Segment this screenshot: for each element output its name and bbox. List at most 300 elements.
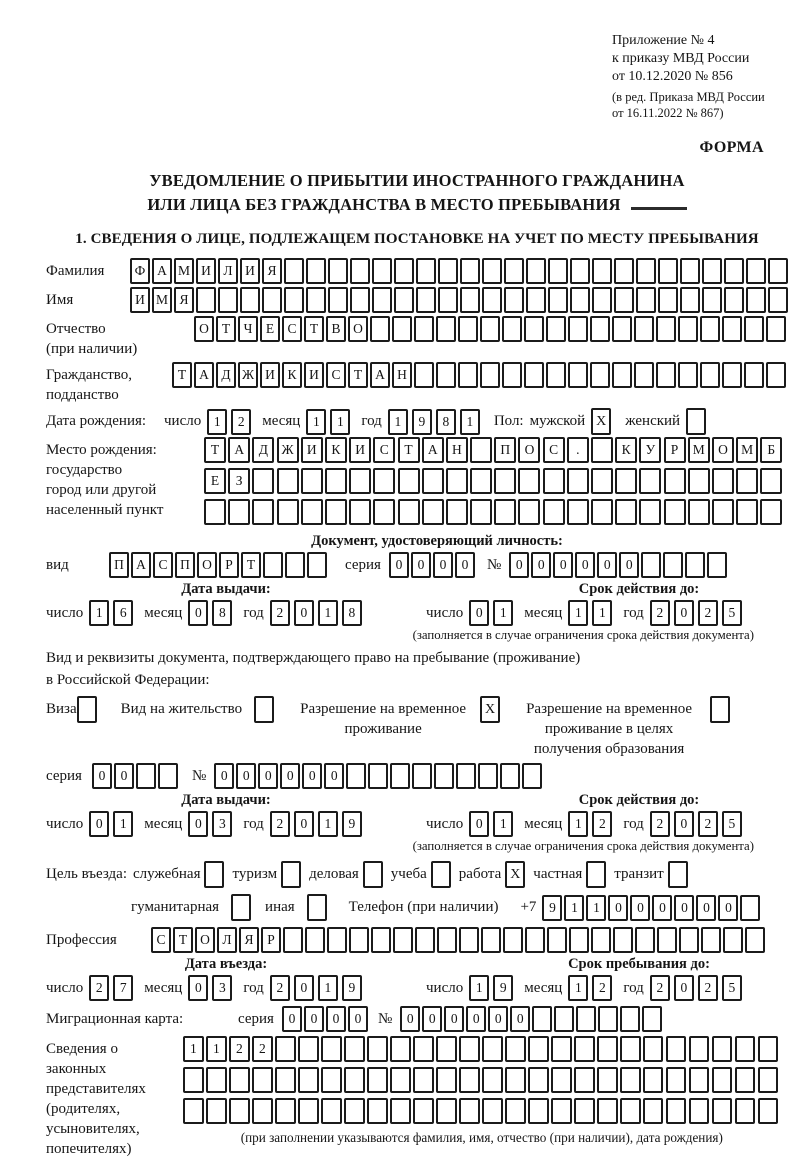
char-box[interactable] [700, 316, 720, 342]
char-box[interactable] [367, 1036, 388, 1062]
char-box[interactable] [390, 1036, 411, 1062]
char-box[interactable]: К [325, 437, 347, 463]
char-box[interactable] [422, 468, 444, 494]
char-box[interactable] [620, 1036, 641, 1062]
char-box[interactable]: 1 [493, 600, 513, 626]
char-box[interactable] [438, 287, 458, 313]
char-box[interactable] [349, 927, 369, 953]
char-box[interactable] [724, 258, 744, 284]
char-box[interactable] [481, 927, 501, 953]
char-box[interactable]: 0 [469, 600, 489, 626]
char-box[interactable] [758, 1098, 779, 1124]
char-box[interactable]: А [422, 437, 444, 463]
char-box[interactable] [634, 316, 654, 342]
char-box[interactable] [522, 763, 542, 789]
char-box[interactable] [446, 499, 468, 525]
char-box[interactable]: И [130, 287, 150, 313]
char-box[interactable] [526, 258, 546, 284]
char-box[interactable] [528, 1036, 549, 1062]
char-box[interactable]: 2 [650, 811, 670, 837]
char-box[interactable] [643, 1036, 664, 1062]
char-box[interactable] [505, 1067, 526, 1093]
char-box[interactable]: А [194, 362, 214, 388]
char-box[interactable] [620, 1006, 640, 1032]
char-box[interactable]: 1 [493, 811, 513, 837]
char-box[interactable]: Т [204, 437, 226, 463]
char-box[interactable] [570, 287, 590, 313]
char-box[interactable] [658, 258, 678, 284]
char-box[interactable]: М [174, 258, 194, 284]
char-box[interactable]: 0 [411, 552, 431, 578]
char-box[interactable]: Т [172, 362, 192, 388]
char-box[interactable] [678, 362, 698, 388]
char-box[interactable] [768, 258, 788, 284]
char-box[interactable] [528, 1067, 549, 1093]
char-box[interactable] [680, 258, 700, 284]
char-box[interactable] [569, 927, 589, 953]
char-box[interactable]: 0 [455, 552, 475, 578]
char-box[interactable]: 1 [586, 895, 606, 921]
char-box[interactable] [436, 1067, 457, 1093]
char-box[interactable] [643, 1067, 664, 1093]
char-box[interactable] [393, 927, 413, 953]
char-box[interactable] [275, 1067, 296, 1093]
char-box[interactable] [685, 552, 705, 578]
char-box[interactable]: 0 [630, 895, 650, 921]
char-box[interactable] [597, 1098, 618, 1124]
char-box[interactable] [229, 1067, 250, 1093]
char-box[interactable] [206, 1067, 227, 1093]
char-box[interactable]: 2 [229, 1036, 250, 1062]
char-box[interactable] [768, 287, 788, 313]
char-box[interactable]: 0 [674, 600, 694, 626]
char-box[interactable]: И [260, 362, 280, 388]
char-box[interactable]: 1 [206, 1036, 227, 1062]
char-box[interactable] [745, 927, 765, 953]
char-box[interactable] [746, 258, 766, 284]
purpose-humanitarian-checkbox[interactable] [231, 894, 251, 921]
char-box[interactable]: 1 [568, 600, 588, 626]
char-box[interactable] [436, 1098, 457, 1124]
char-box[interactable] [502, 362, 522, 388]
char-box[interactable] [567, 499, 589, 525]
char-box[interactable]: 1 [318, 811, 338, 837]
char-box[interactable] [678, 316, 698, 342]
purpose-transit-checkbox[interactable] [668, 861, 688, 888]
char-box[interactable] [321, 1036, 342, 1062]
char-box[interactable]: Н [392, 362, 412, 388]
char-box[interactable] [204, 499, 226, 525]
char-box[interactable]: Ч [238, 316, 258, 342]
char-box[interactable]: А [370, 362, 390, 388]
char-box[interactable] [325, 499, 347, 525]
char-box[interactable] [298, 1036, 319, 1062]
visa-checkbox[interactable] [77, 696, 97, 723]
char-box[interactable] [722, 362, 742, 388]
char-box[interactable] [500, 763, 520, 789]
char-box[interactable] [367, 1067, 388, 1093]
char-box[interactable] [459, 927, 479, 953]
char-box[interactable]: 0 [575, 552, 595, 578]
char-box[interactable] [298, 1098, 319, 1124]
char-box[interactable] [744, 316, 764, 342]
char-box[interactable] [615, 468, 637, 494]
purpose-tourism-checkbox[interactable] [281, 861, 301, 888]
char-box[interactable] [700, 362, 720, 388]
char-box[interactable] [416, 287, 436, 313]
char-box[interactable]: Ж [277, 437, 299, 463]
char-box[interactable]: 9 [493, 975, 513, 1001]
char-box[interactable]: 0 [400, 1006, 420, 1032]
char-box[interactable] [574, 1036, 595, 1062]
char-box[interactable] [663, 552, 683, 578]
char-box[interactable] [373, 468, 395, 494]
char-box[interactable]: 0 [608, 895, 628, 921]
char-box[interactable]: 1 [89, 600, 109, 626]
char-box[interactable]: С [373, 437, 395, 463]
char-box[interactable] [712, 1067, 733, 1093]
char-box[interactable]: 1 [318, 600, 338, 626]
char-box[interactable]: К [615, 437, 637, 463]
char-box[interactable] [285, 552, 305, 578]
char-box[interactable] [392, 316, 412, 342]
char-box[interactable]: 2 [698, 975, 718, 1001]
char-box[interactable]: . [567, 437, 589, 463]
char-box[interactable]: Р [261, 927, 281, 953]
char-box[interactable] [543, 499, 565, 525]
char-box[interactable]: С [326, 362, 346, 388]
char-box[interactable]: 2 [270, 975, 290, 1001]
char-box[interactable]: 1 [592, 600, 612, 626]
char-box[interactable] [551, 1067, 572, 1093]
char-box[interactable] [284, 287, 304, 313]
char-box[interactable]: Т [304, 316, 324, 342]
char-box[interactable]: 0 [326, 1006, 346, 1032]
char-box[interactable]: 1 [568, 975, 588, 1001]
char-box[interactable] [702, 287, 722, 313]
char-box[interactable] [723, 927, 743, 953]
char-box[interactable] [206, 1098, 227, 1124]
char-box[interactable] [502, 316, 522, 342]
char-box[interactable] [460, 287, 480, 313]
char-box[interactable] [458, 316, 478, 342]
char-box[interactable]: М [152, 287, 172, 313]
char-box[interactable] [614, 287, 634, 313]
char-box[interactable] [263, 552, 283, 578]
char-box[interactable]: М [736, 437, 758, 463]
char-box[interactable]: 0 [348, 1006, 368, 1032]
char-box[interactable] [664, 499, 686, 525]
char-box[interactable] [666, 1067, 687, 1093]
char-box[interactable] [275, 1098, 296, 1124]
char-box[interactable] [307, 552, 327, 578]
char-box[interactable]: 1 [113, 811, 133, 837]
char-box[interactable]: 0 [280, 763, 300, 789]
char-box[interactable]: 0 [294, 600, 314, 626]
char-box[interactable] [349, 468, 371, 494]
char-box[interactable]: 0 [389, 552, 409, 578]
char-box[interactable]: 0 [114, 763, 134, 789]
char-box[interactable] [613, 927, 633, 953]
char-box[interactable]: 2 [231, 409, 251, 435]
char-box[interactable]: 1 [318, 975, 338, 1001]
purpose-study-checkbox[interactable] [431, 861, 451, 888]
char-box[interactable] [666, 1098, 687, 1124]
char-box[interactable] [744, 362, 764, 388]
char-box[interactable] [494, 468, 516, 494]
char-box[interactable]: Т [241, 552, 261, 578]
char-box[interactable] [658, 287, 678, 313]
char-box[interactable] [275, 1036, 296, 1062]
gender-male-checkbox[interactable]: X [591, 408, 611, 435]
char-box[interactable] [758, 1036, 779, 1062]
char-box[interactable]: 1 [469, 975, 489, 1001]
char-box[interactable] [494, 499, 516, 525]
char-box[interactable] [370, 316, 390, 342]
char-box[interactable] [679, 927, 699, 953]
char-box[interactable] [620, 1067, 641, 1093]
char-box[interactable]: 1 [388, 409, 408, 435]
char-box[interactable]: К [282, 362, 302, 388]
char-box[interactable] [321, 1067, 342, 1093]
char-box[interactable] [740, 895, 760, 921]
char-box[interactable]: 0 [302, 763, 322, 789]
char-box[interactable] [548, 258, 568, 284]
char-box[interactable] [390, 763, 410, 789]
char-box[interactable]: И [304, 362, 324, 388]
char-box[interactable] [482, 1098, 503, 1124]
char-box[interactable] [574, 1067, 595, 1093]
char-box[interactable]: Т [398, 437, 420, 463]
char-box[interactable]: Т [348, 362, 368, 388]
temp-permit-checkbox[interactable]: X [480, 696, 500, 723]
char-box[interactable]: С [151, 927, 171, 953]
char-box[interactable]: Я [262, 258, 282, 284]
char-box[interactable]: 0 [597, 552, 617, 578]
char-box[interactable] [597, 1067, 618, 1093]
char-box[interactable] [390, 1098, 411, 1124]
char-box[interactable] [642, 1006, 662, 1032]
char-box[interactable] [470, 437, 492, 463]
char-box[interactable]: 0 [553, 552, 573, 578]
char-box[interactable] [438, 258, 458, 284]
char-box[interactable]: С [543, 437, 565, 463]
char-box[interactable] [722, 316, 742, 342]
char-box[interactable] [416, 258, 436, 284]
char-box[interactable] [568, 316, 588, 342]
char-box[interactable]: 0 [282, 1006, 302, 1032]
char-box[interactable]: 0 [509, 552, 529, 578]
char-box[interactable] [735, 1098, 756, 1124]
char-box[interactable] [680, 287, 700, 313]
char-box[interactable] [470, 499, 492, 525]
char-box[interactable] [712, 1036, 733, 1062]
char-box[interactable]: Д [252, 437, 274, 463]
char-box[interactable]: 0 [188, 811, 208, 837]
char-box[interactable] [620, 1098, 641, 1124]
char-box[interactable]: О [197, 552, 217, 578]
char-box[interactable] [480, 362, 500, 388]
char-box[interactable]: 0 [510, 1006, 530, 1032]
char-box[interactable]: 2 [650, 975, 670, 1001]
char-box[interactable] [325, 468, 347, 494]
char-box[interactable] [252, 468, 274, 494]
char-box[interactable]: 5 [722, 811, 742, 837]
char-box[interactable] [570, 258, 590, 284]
char-box[interactable] [504, 258, 524, 284]
char-box[interactable] [766, 316, 786, 342]
char-box[interactable] [641, 552, 661, 578]
char-box[interactable] [459, 1036, 480, 1062]
char-box[interactable] [446, 468, 468, 494]
char-box[interactable] [707, 552, 727, 578]
char-box[interactable]: О [348, 316, 368, 342]
char-box[interactable] [284, 258, 304, 284]
char-box[interactable]: 0 [696, 895, 716, 921]
char-box[interactable]: С [153, 552, 173, 578]
char-box[interactable]: 2 [270, 600, 290, 626]
char-box[interactable] [597, 1036, 618, 1062]
char-box[interactable] [228, 499, 250, 525]
char-box[interactable] [298, 1067, 319, 1093]
char-box[interactable]: 9 [342, 975, 362, 1001]
char-box[interactable] [390, 1067, 411, 1093]
char-box[interactable] [394, 287, 414, 313]
char-box[interactable]: 0 [294, 811, 314, 837]
char-box[interactable] [413, 1036, 434, 1062]
char-box[interactable] [524, 362, 544, 388]
char-box[interactable]: 8 [212, 600, 232, 626]
char-box[interactable]: 8 [342, 600, 362, 626]
char-box[interactable] [526, 287, 546, 313]
char-box[interactable] [634, 362, 654, 388]
char-box[interactable] [657, 927, 677, 953]
char-box[interactable] [277, 468, 299, 494]
char-box[interactable] [414, 362, 434, 388]
purpose-other-checkbox[interactable] [307, 894, 327, 921]
char-box[interactable]: 1 [564, 895, 584, 921]
purpose-business-checkbox[interactable] [363, 861, 383, 888]
char-box[interactable]: 2 [252, 1036, 273, 1062]
char-box[interactable] [277, 499, 299, 525]
char-box[interactable] [456, 763, 476, 789]
char-box[interactable] [349, 499, 371, 525]
char-box[interactable] [412, 763, 432, 789]
char-box[interactable] [546, 362, 566, 388]
char-box[interactable] [505, 1098, 526, 1124]
char-box[interactable] [183, 1098, 204, 1124]
char-box[interactable] [414, 316, 434, 342]
char-box[interactable]: 0 [718, 895, 738, 921]
char-box[interactable]: 7 [113, 975, 133, 1001]
char-box[interactable]: 1 [306, 409, 326, 435]
char-box[interactable]: Ж [238, 362, 258, 388]
char-box[interactable] [639, 468, 661, 494]
char-box[interactable]: 0 [674, 975, 694, 1001]
char-box[interactable] [301, 468, 323, 494]
char-box[interactable] [712, 499, 734, 525]
char-box[interactable]: 2 [698, 600, 718, 626]
char-box[interactable]: 0 [433, 552, 453, 578]
char-box[interactable] [422, 499, 444, 525]
char-box[interactable] [688, 499, 710, 525]
purpose-work-checkbox[interactable]: X [505, 861, 525, 888]
char-box[interactable]: У [639, 437, 661, 463]
char-box[interactable] [327, 927, 347, 953]
char-box[interactable]: 0 [324, 763, 344, 789]
char-box[interactable] [350, 287, 370, 313]
char-box[interactable] [567, 468, 589, 494]
char-box[interactable] [482, 1067, 503, 1093]
char-box[interactable] [702, 258, 722, 284]
char-box[interactable] [547, 927, 567, 953]
char-box[interactable]: 8 [436, 409, 456, 435]
char-box[interactable]: 2 [89, 975, 109, 1001]
char-box[interactable]: 0 [652, 895, 672, 921]
char-box[interactable] [505, 1036, 526, 1062]
char-box[interactable] [346, 763, 366, 789]
char-box[interactable] [398, 499, 420, 525]
char-box[interactable] [591, 437, 613, 463]
char-box[interactable] [373, 499, 395, 525]
char-box[interactable] [413, 1098, 434, 1124]
char-box[interactable]: И [349, 437, 371, 463]
char-box[interactable]: Р [219, 552, 239, 578]
char-box[interactable] [240, 287, 260, 313]
char-box[interactable]: Т [216, 316, 236, 342]
char-box[interactable]: А [131, 552, 151, 578]
char-box[interactable] [735, 1067, 756, 1093]
char-box[interactable]: 0 [214, 763, 234, 789]
char-box[interactable] [636, 287, 656, 313]
char-box[interactable] [688, 468, 710, 494]
char-box[interactable] [591, 468, 613, 494]
char-box[interactable] [367, 1098, 388, 1124]
char-box[interactable] [760, 468, 782, 494]
char-box[interactable]: М [688, 437, 710, 463]
char-box[interactable]: 0 [488, 1006, 508, 1032]
char-box[interactable]: 0 [304, 1006, 324, 1032]
char-box[interactable] [614, 258, 634, 284]
char-box[interactable]: 2 [270, 811, 290, 837]
char-box[interactable]: 5 [722, 975, 742, 1001]
char-box[interactable] [689, 1098, 710, 1124]
char-box[interactable] [612, 362, 632, 388]
char-box[interactable] [598, 1006, 618, 1032]
char-box[interactable] [689, 1067, 710, 1093]
char-box[interactable]: З [228, 468, 250, 494]
char-box[interactable] [590, 316, 610, 342]
char-box[interactable] [344, 1036, 365, 1062]
char-box[interactable] [394, 258, 414, 284]
char-box[interactable] [183, 1067, 204, 1093]
char-box[interactable] [736, 468, 758, 494]
char-box[interactable]: Б [760, 437, 782, 463]
char-box[interactable] [636, 258, 656, 284]
char-box[interactable] [482, 258, 502, 284]
char-box[interactable]: 0 [466, 1006, 486, 1032]
char-box[interactable]: Л [217, 927, 237, 953]
char-box[interactable] [746, 287, 766, 313]
char-box[interactable]: 0 [531, 552, 551, 578]
char-box[interactable] [574, 1098, 595, 1124]
char-box[interactable] [591, 499, 613, 525]
char-box[interactable] [591, 927, 611, 953]
char-box[interactable]: П [175, 552, 195, 578]
char-box[interactable] [554, 1006, 574, 1032]
char-box[interactable]: 0 [674, 895, 694, 921]
char-box[interactable]: 2 [592, 975, 612, 1001]
